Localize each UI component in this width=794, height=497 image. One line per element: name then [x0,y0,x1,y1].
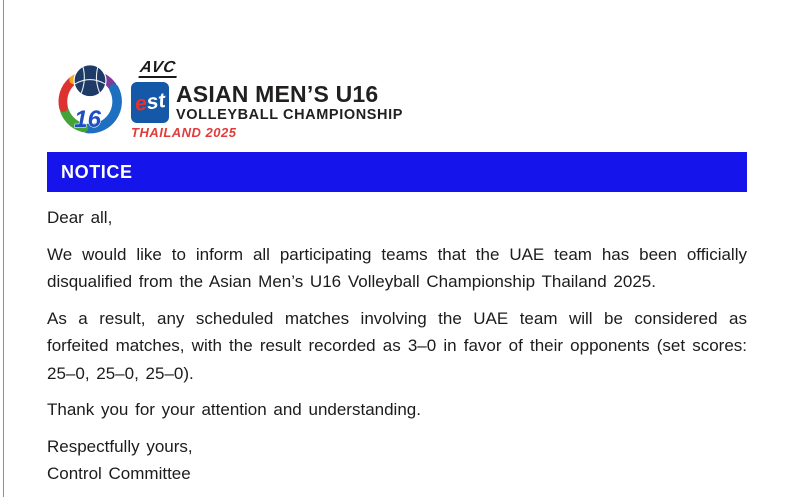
est-logo-text: est [133,88,167,117]
letter-body [47,204,747,488]
notice-banner [47,152,747,192]
letter-paragraph: As a result, any scheduled matches involving the UAE team will be considered as forfeited matches, with the result recorded as 3–0 in favor of their opponents (set scores: 25–0, 25–0, 25–0). [47,308,747,383]
championship-title: ASIAN MEN’S U16 [176,81,379,107]
letter-signature: Control Committee [47,464,191,483]
signature-block [47,433,747,488]
championship-host-year: THAILAND 2025 [131,125,237,140]
est-sponsor-logo [131,82,169,123]
avc-logo: AVC [138,59,178,76]
letter-closing: Thank you for your attention and understanding. [47,400,421,419]
notice-banner-label: NOTICE [61,161,133,182]
page-left-border [3,0,4,497]
volleyball-icon [74,65,106,97]
letter-salutation: Dear all, [47,208,113,227]
emblem-number: 16 [74,106,101,134]
championship-title-line2: VOLLEYBALL CHAMPIONSHIP [176,107,404,123]
championship-emblem-icon [50,60,130,143]
petal-red [63,81,72,107]
letter-signoff: Respectfully yours, [47,436,193,456]
letter-paragraph: We would like to inform all participating teams that the UAE team has been officially disqualified from the Asian Men’s U16 Volleyball Championship Thailand 2025. [47,244,747,291]
